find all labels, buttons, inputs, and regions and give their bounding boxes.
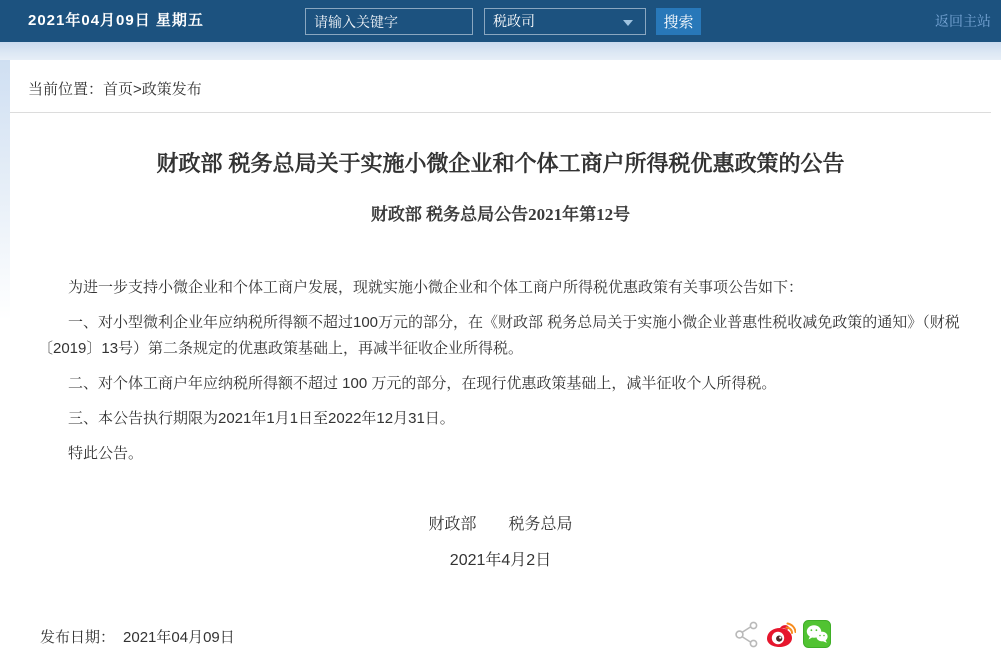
breadcrumb-separator: > bbox=[133, 81, 142, 98]
breadcrumb bbox=[10, 60, 991, 99]
article-footer bbox=[10, 620, 991, 653]
publish-date-line bbox=[40, 626, 235, 647]
left-edge-gradient bbox=[0, 60, 10, 320]
back-to-main-site-link[interactable]: 返回主站 bbox=[935, 13, 991, 29]
breadcrumb-label: 当前位置： bbox=[28, 81, 104, 98]
share-icon-group bbox=[734, 620, 831, 653]
paragraph: 二、对个体工商户年应纳税所得额不超过 100 万元的部分，在现行优惠政策基础上，减半征收个人所得税。 bbox=[68, 375, 777, 392]
breadcrumb-home-link[interactable]: 首页 bbox=[103, 81, 134, 98]
share-icon[interactable] bbox=[734, 621, 759, 653]
department-select-value: 税政司 bbox=[493, 13, 535, 29]
paragraph: 一、对小型微利企业年应纳税所得额不超过100万元的部分，在《财政部 税务总局关于实施小微企业普惠性税收减免政策的通知》（财税〔2019〕13号）第二条规定的优惠政策基础上，再减半征收企业所得税。 bbox=[38, 314, 960, 357]
chevron-down-icon bbox=[623, 20, 633, 26]
breadcrumb-divider bbox=[10, 112, 991, 113]
article-body bbox=[28, 275, 973, 467]
article-title: 财政部 税务总局关于实施小微企业和个体工商户所得税优惠政策的公告 bbox=[156, 151, 845, 176]
paragraph: 为进一步支持小微企业和个体工商户发展，现就实施小微企业和个体工商户所得税优惠政策有关事项公告如下： bbox=[68, 279, 804, 296]
current-date: 2021年04月09日 星期五 bbox=[28, 12, 204, 29]
banner-band bbox=[0, 42, 1001, 60]
signature-agencies: 财政部 税务总局 bbox=[428, 516, 573, 533]
publish-date-value: 2021年04月09日 bbox=[123, 629, 235, 646]
article bbox=[10, 150, 991, 570]
department-select[interactable] bbox=[484, 8, 646, 35]
top-header-bar bbox=[0, 0, 1001, 42]
document-number: 财政部 税务总局公告2021年第12号 bbox=[370, 205, 631, 224]
wechat-icon[interactable] bbox=[803, 620, 831, 653]
content-container bbox=[10, 60, 991, 646]
weibo-icon[interactable] bbox=[766, 620, 796, 653]
breadcrumb-section-link[interactable]: 政策发布 bbox=[141, 81, 202, 98]
paragraph: 三、本公告执行期限为2021年1月1日至2022年12月31日。 bbox=[68, 410, 455, 427]
search-input[interactable] bbox=[305, 8, 473, 35]
search-button[interactable]: 搜索 bbox=[656, 8, 701, 35]
signature-date: 2021年4月2日 bbox=[449, 552, 552, 569]
publish-date-label: 发布日期： bbox=[40, 629, 116, 646]
paragraph: 特此公告。 bbox=[68, 445, 144, 462]
